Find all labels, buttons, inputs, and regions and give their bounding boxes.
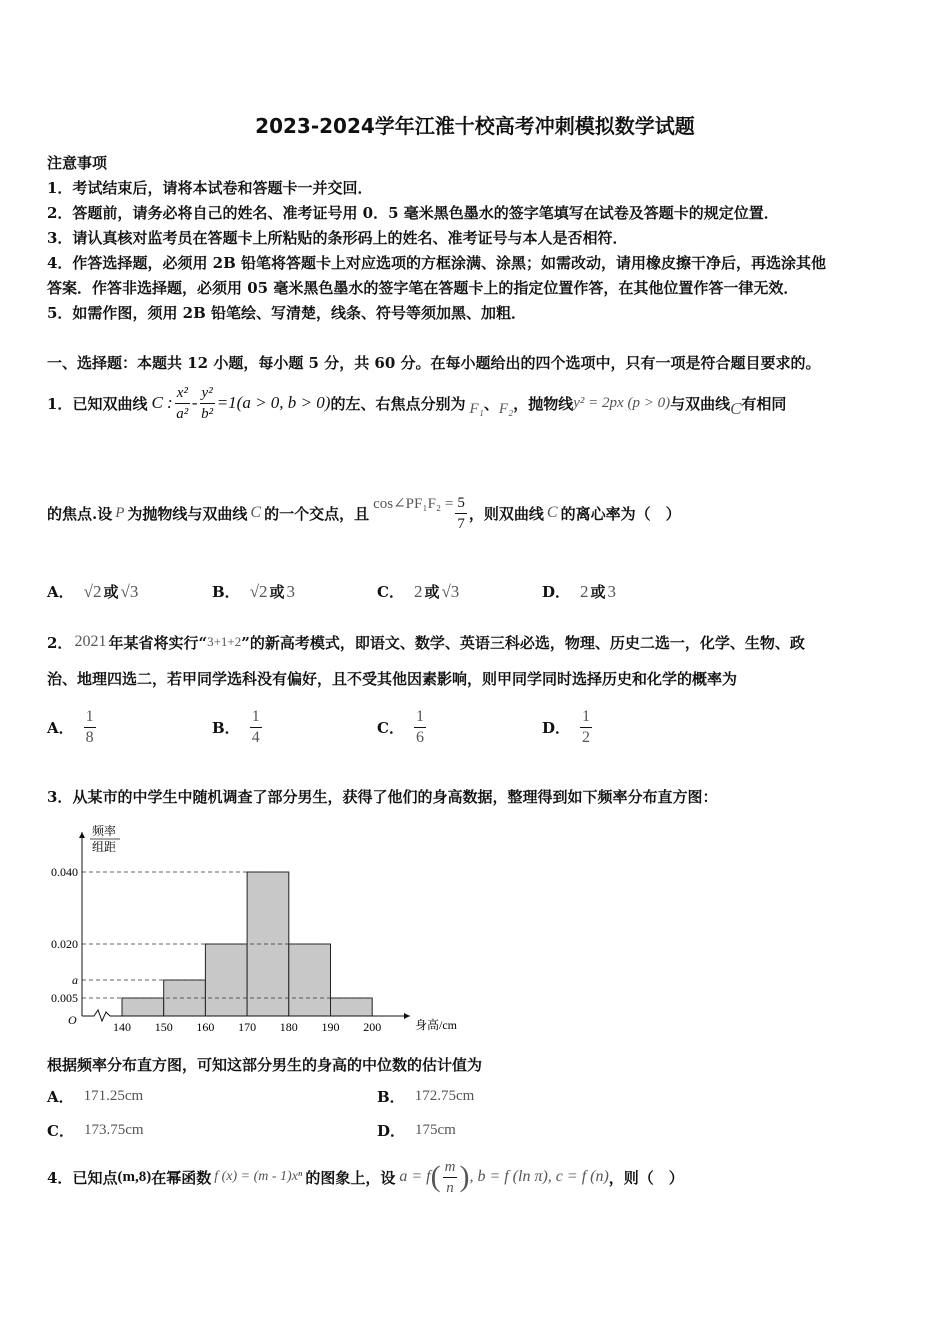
q2-text-1: 年某省将实行“	[108, 633, 208, 652]
q4-text-4: ，则（ ）	[608, 1168, 684, 1187]
q1-c-2: C	[250, 504, 262, 521]
q3-number: 3．	[47, 788, 73, 806]
notice-item-2: 2．答题前，请务必将自己的姓名、准考证号用 0．5 毫米黑色墨水的签字笔填写在试卷及答题卡的规定位置．	[47, 204, 779, 222]
option-value-b: 3	[286, 582, 296, 601]
frac-den: 6	[415, 728, 424, 746]
frac-num: y²	[200, 383, 215, 404]
page-title: 2023-2024学年江淮十校高考冲刺模拟数学试题	[255, 114, 695, 138]
frac-den: 7	[457, 515, 465, 532]
q1-parabola: y² = 2px (p > 0)	[573, 394, 671, 411]
q3-option-b[interactable]	[377, 1086, 474, 1107]
x-tick-label: 150	[154, 1020, 173, 1034]
frac-num: m	[443, 1157, 458, 1178]
option-label: B．	[212, 583, 240, 601]
q1-p: P	[115, 504, 125, 521]
option-label: D．	[542, 718, 571, 737]
q1-fraction-x	[175, 383, 190, 424]
q2-option-c[interactable]	[377, 702, 428, 752]
q4-number: 4．	[47, 1168, 73, 1187]
q2-line1	[47, 630, 805, 654]
x-tick-label: 140	[113, 1020, 131, 1034]
q1-text-4: 与双曲线	[670, 394, 731, 413]
q2-line2: 治、地理四选二，若甲同学选科没有偏好，且不受其他因素影响，则甲同学同时选择历史和化学的概率为	[47, 670, 738, 688]
x-axis-arrow	[404, 1013, 410, 1019]
notice-item-5: 5．如需作图，须用 2B 铅笔绘、写清楚，线条、符号等须加黑、加粗．	[47, 304, 526, 322]
option-fraction	[84, 707, 96, 748]
q1-f2: F₂	[498, 400, 514, 417]
q1-hyperbola-lead: C :	[151, 393, 173, 412]
frac-num: 1	[414, 707, 426, 728]
frac-den: 4	[251, 728, 260, 746]
option-value-b: √3	[120, 582, 139, 601]
q1-line1	[47, 378, 786, 428]
y-tick-label: 0.040	[51, 865, 78, 879]
q1-c-3: C	[546, 504, 558, 521]
q3-line1	[47, 786, 717, 807]
frac-num: 5	[455, 493, 467, 514]
q2-option-a[interactable]	[47, 702, 98, 752]
y-axis-label-bottom: 组距	[92, 840, 117, 854]
y-tick-label: a	[72, 973, 78, 987]
option-label: C．	[377, 718, 404, 737]
q3-text: 从某市的中学生中随机调查了部分男生，获得了他们的身高数据，整理得到如下频率分布直方图：	[72, 788, 718, 806]
option-value: 173.75cm	[83, 1122, 144, 1138]
notice-item-1: 1．考试结束后，请将本试卷和答题卡一并交回．	[47, 179, 373, 197]
notice-item-3: 3．请认真核对监考员在答题卡上所粘贴的条形码上的姓名、准考证号与本人是否相符．	[47, 229, 628, 247]
q2-model: 3+1+2	[207, 634, 242, 649]
q1-text-1: 已知双曲线	[72, 394, 148, 413]
q1-text-3: ，抛物线	[513, 394, 574, 413]
q1-f1: F₁	[469, 400, 484, 417]
q4-paren-right: )	[459, 1160, 470, 1193]
histogram-bar	[122, 998, 164, 1016]
frac-den: n	[446, 1179, 454, 1196]
option-or: 或	[424, 583, 440, 601]
q2-option-b[interactable]	[212, 702, 264, 752]
option-or: 或	[269, 583, 285, 601]
x-tick-label: 160	[196, 1020, 215, 1034]
option-label: C．	[47, 1122, 74, 1140]
q1-option-c[interactable]	[377, 572, 459, 602]
q2-text-2: ”的新高考模式，即语文、数学、英语三科必选，物理、历史二选一，化学、生物、政	[241, 633, 805, 652]
option-label: A．	[47, 583, 74, 601]
q3-option-a[interactable]	[47, 1086, 143, 1107]
q1-option-d[interactable]	[542, 572, 616, 602]
frac-num: 1	[84, 707, 96, 728]
notice-item-4: 4．作答选择题，必须用 2B 铅笔将答题卡上对应选项的方框涂满、涂黑；如需改动，请用橡皮擦干净后，再选涂其他	[47, 254, 827, 272]
origin-label: O	[68, 1013, 77, 1027]
q4-text-2: 在幂函数	[151, 1168, 212, 1187]
q1-text-10: 的离心率为（ ）	[560, 504, 681, 523]
y-tick-label: 0.020	[51, 937, 78, 951]
x-tick-label: 190	[321, 1020, 340, 1034]
section-heading: 一、选择题：本题共 12 小题，每小题 5 分，共 60 分。在每小题给出的四个选项中，只有一项是符合题目要求的。	[47, 354, 821, 372]
histogram-bar	[205, 944, 247, 1016]
q4-fraction-m-n	[443, 1157, 458, 1198]
q1-option-b[interactable]	[212, 572, 295, 602]
frac-num: 1	[580, 707, 592, 728]
q3-option-c[interactable]	[47, 1120, 144, 1141]
q2-number: 2．	[47, 633, 73, 652]
q4-paren-left: (	[430, 1160, 441, 1193]
option-fraction	[250, 707, 262, 748]
histogram-bar	[331, 998, 373, 1016]
q2-option-d[interactable]	[542, 702, 594, 752]
q1-cos-expr: cos∠PF₁F₂ =	[373, 495, 454, 512]
option-label: D．	[542, 583, 571, 601]
q1-text-2: 的左、右焦点分别为	[330, 394, 466, 413]
frac-den: a²	[176, 405, 189, 422]
q1-text-9: ，则双曲线	[468, 504, 544, 523]
option-or: 或	[103, 583, 119, 601]
option-or: 或	[590, 583, 606, 601]
q4-text-3: 的图象上，设	[305, 1168, 396, 1187]
q4-a-lead: a = f	[399, 1168, 431, 1185]
frac-num: x²	[175, 383, 190, 404]
option-label: A．	[47, 1088, 74, 1106]
q1-option-a[interactable]	[47, 572, 138, 602]
q1-sep: 、	[483, 394, 499, 413]
option-label: C．	[377, 583, 404, 601]
frac-num: 1	[250, 707, 262, 728]
option-value: 172.75cm	[414, 1088, 475, 1104]
y-axis-arrow	[79, 832, 85, 838]
option-value: 171.25cm	[83, 1088, 144, 1104]
q4-function: f (x) = (m - 1)xⁿ	[214, 1169, 303, 1184]
histogram-layer	[51, 832, 410, 1034]
q3-question: 根据频率分布直方图，可知这部分男生的身高的中位数的估计值为	[47, 1056, 483, 1074]
q4-line1	[47, 1152, 684, 1202]
option-fraction	[580, 707, 592, 748]
q2-year: 2021	[74, 633, 107, 650]
q1-line2	[47, 488, 681, 538]
notice-heading: 注意事项	[47, 154, 108, 172]
q4-point: (m,8)	[117, 1168, 152, 1185]
option-label: B．	[377, 1088, 405, 1106]
q1-minus: -	[191, 393, 198, 412]
q1-text-7: 为抛物线与双曲线	[127, 504, 248, 523]
option-label: B．	[212, 718, 240, 737]
q1-hyperbola-tail: =1(a > 0, b > 0)	[216, 393, 331, 412]
option-value: 175cm	[415, 1122, 456, 1138]
option-value-b: √3	[441, 582, 460, 601]
option-value-a: 2	[413, 582, 423, 601]
x-axis-label: 身高/cm	[415, 1018, 457, 1032]
option-label: D．	[377, 1122, 406, 1140]
option-value-a: √2	[249, 582, 268, 601]
y-tick-label: 0.005	[51, 991, 78, 1005]
frac-den: b²	[201, 405, 214, 422]
x-tick-label: 180	[279, 1020, 298, 1034]
option-value-b: 3	[607, 582, 617, 601]
q4-text-1: 已知点	[72, 1168, 118, 1187]
q1-c: C	[730, 399, 742, 418]
y-axis-label-top: 频率	[92, 824, 117, 838]
option-fraction	[414, 707, 426, 748]
x-tick-label: 200	[363, 1020, 382, 1034]
x-tick-label: 170	[238, 1020, 257, 1034]
q1-fraction-y	[200, 383, 215, 424]
option-value-a: √2	[83, 582, 102, 601]
q1-number: 1．	[47, 394, 73, 413]
frac-den: 2	[582, 728, 591, 746]
q1-text-5: 有相同	[741, 394, 787, 413]
q1-text-6: 的焦点.设	[47, 504, 113, 523]
q3-option-d[interactable]	[377, 1120, 456, 1141]
notice-item-4-cont: 答案．作答非选择题，必须用 05 毫米黑色墨水的签字笔在答题卡上的指定位置作答，在其他位置作答一律无效．	[47, 279, 799, 297]
option-value-a: 2	[580, 582, 589, 601]
q4-rest: , b = f (ln π), c = f (n)	[469, 1168, 609, 1185]
q1-text-8: 的一个交点，且	[264, 504, 370, 523]
height-histogram	[40, 820, 480, 1042]
q1-fraction-5-7	[455, 493, 467, 534]
frac-den: 8	[85, 728, 94, 746]
option-label: A．	[47, 718, 74, 737]
histogram-bar	[289, 944, 331, 1016]
